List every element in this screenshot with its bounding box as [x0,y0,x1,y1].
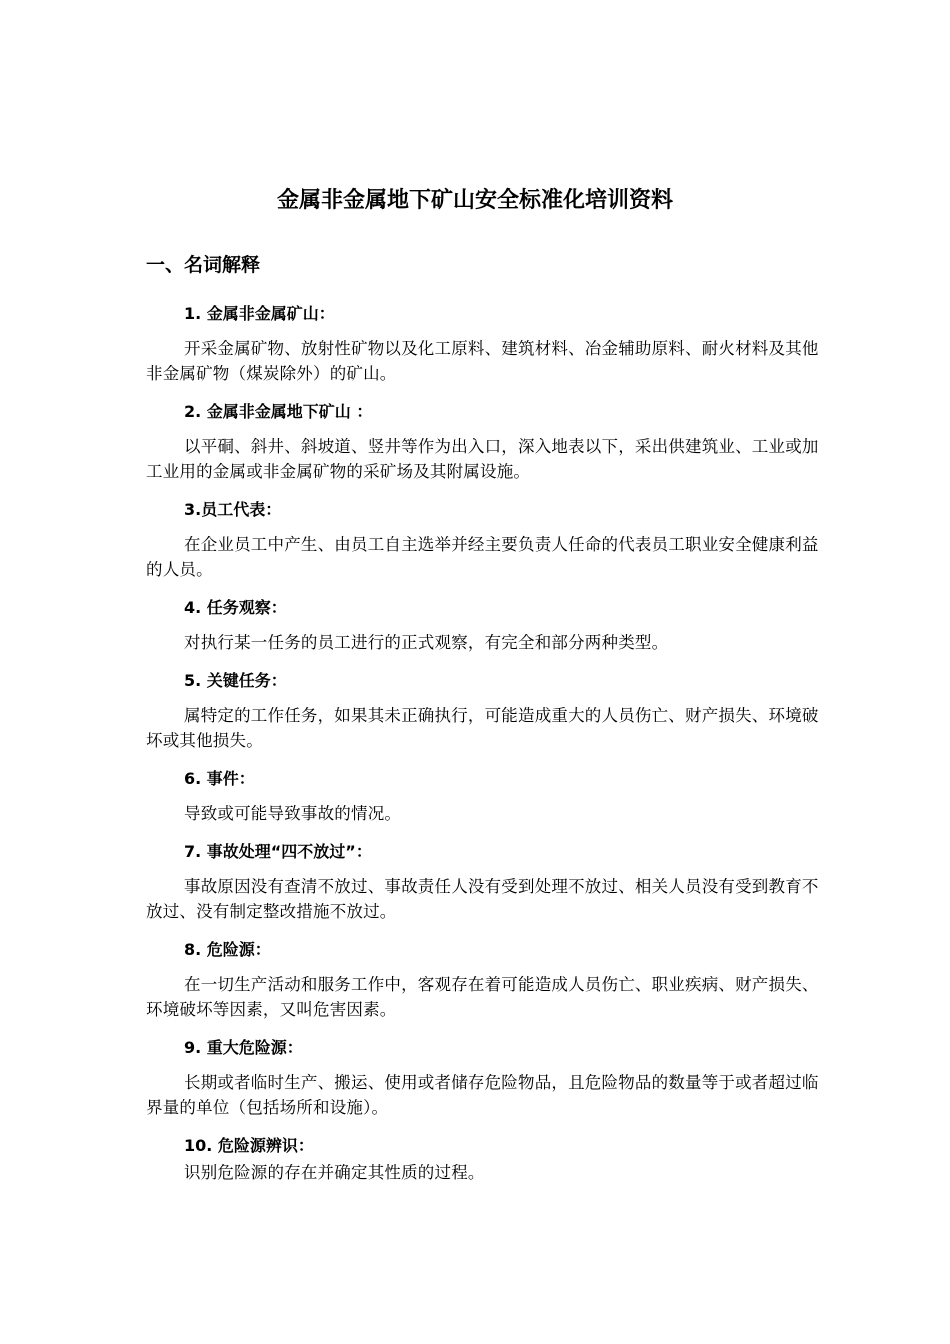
term-definition: 在一切生产活动和服务工作中，客观存在着可能造成人员伤亡、职业疾病、财产损失、环境破坏等因素，又叫危害因素。 [146,975,819,1019]
term-item [146,838,826,924]
term-definition: 长期或者临时生产、搬运、使用或者储存危险物品，且危险物品的数量等于或者超过临界量的单位（包括场所和设施）。 [146,1073,819,1117]
term-item [146,765,826,826]
term-item [146,1034,826,1120]
term-item [146,496,826,582]
term-heading: 6. 事件： [184,769,255,788]
term-heading: 7. 事故处理“四不放过”： [184,842,372,861]
term-item [146,936,826,1022]
term-heading: 4. 任务观察： [184,598,287,617]
term-definition: 属特定的工作任务，如果其未正确执行，可能造成重大的人员伤亡、财产损失、环境破坏或其他损失。 [146,706,819,750]
term-heading: 9. 重大危险源： [184,1038,303,1057]
term-heading: 5. 关键任务： [184,671,287,690]
term-item [146,1132,826,1185]
term-definition: 对执行某一任务的员工进行的正式观察，有完全和部分两种类型。 [184,633,669,652]
term-item [146,667,826,753]
term-definition: 识别危险源的存在并确定其性质的过程。 [184,1163,485,1182]
term-heading: 3.员工代表： [184,500,282,519]
term-definition: 开采金属矿物、放射性矿物以及化工原料、建筑材料、冶金辅助原料、耐火材料及其他非金属矿物（煤炭除外）的矿山。 [146,339,819,383]
term-definition: 事故原因没有查清不放过、事故责任人没有受到处理不放过、相关人员没有受到教育不放过、没有制定整改措施不放过。 [146,877,819,921]
term-heading: 2. 金属非金属地下矿山 ： [184,402,373,421]
term-definition: 导致或可能导致事故的情况。 [184,804,402,823]
term-item [146,300,826,386]
term-heading: 8. 危险源： [184,940,271,959]
term-definition: 在企业员工中产生、由员工自主选举并经主要负责人任命的代表员工职业安全健康利益的人员。 [146,535,819,579]
term-definition: 以平硐、斜井、斜坡道、竖井等作为出入口，深入地表以下，采出供建筑业、工业或加工业用的金属或非金属矿物的采矿场及其附属设施。 [146,437,819,481]
document-title: 金属非金属地下矿山安全标准化培训资料 [276,188,673,213]
term-heading: 10. 危险源辨识： [184,1136,314,1155]
term-list [146,300,826,1197]
term-item [146,594,826,655]
section-heading: 一、名词解释 [146,254,261,276]
term-heading: 1. 金属非金属矿山： [184,304,335,323]
term-item [146,398,826,484]
